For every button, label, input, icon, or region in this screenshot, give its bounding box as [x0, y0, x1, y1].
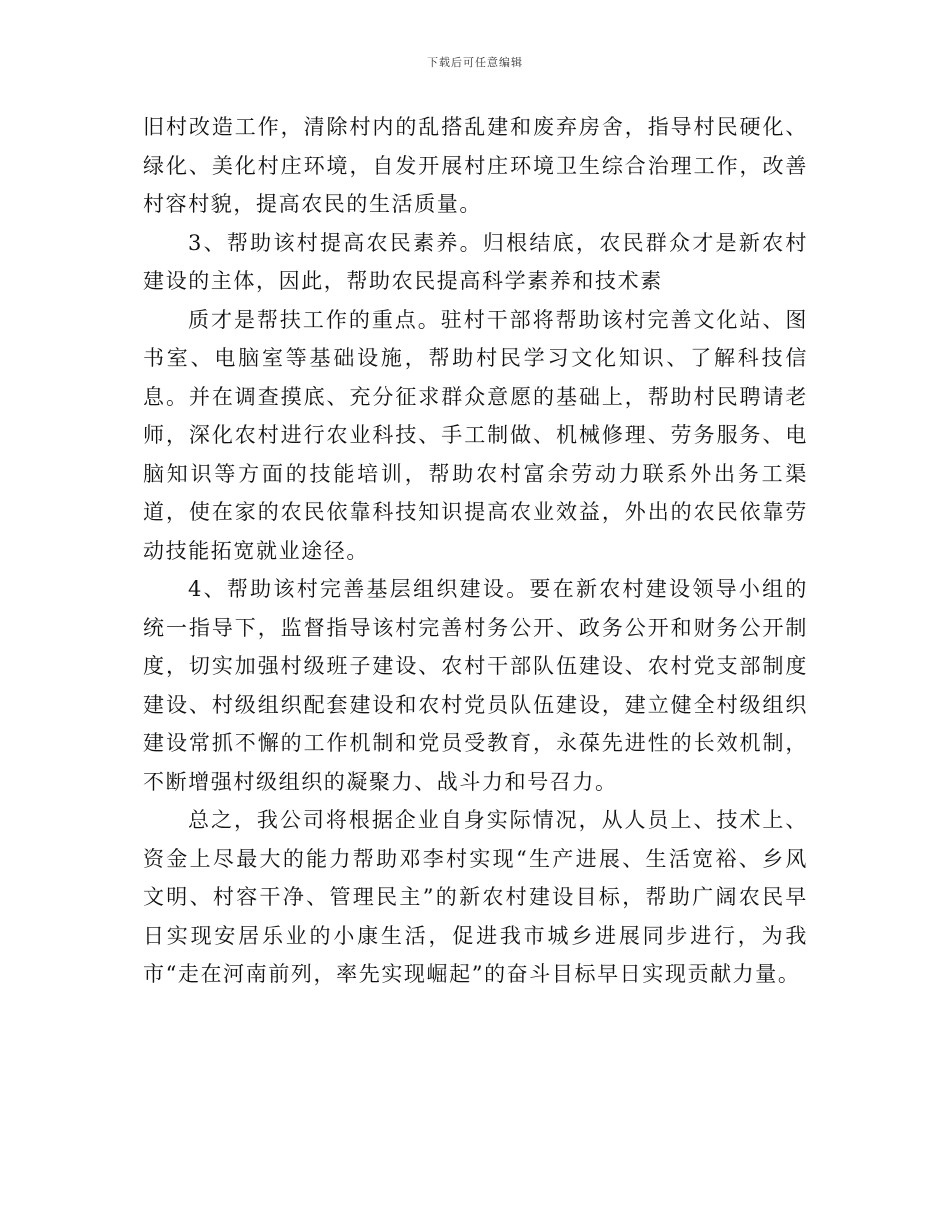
paragraph-item-4: 4、帮助该村完善基层组织建设。要在新农村建设领导小组的统一指导下，监督指导该村完善村务公开、政务公开和财务公开制度，切实加强村级班子建设、农村干部队伍建设、农村党支部制度建设、村级组织配套建设和农村党员队伍建设，建立健全村级组织建设常抓不懈的工作机制和党员受教育，永葆先进性的长效机制，不断增强村级组织的凝聚力、战斗力和号召力。	[143, 577, 808, 794]
paragraph-item-3: 3、帮助该村提高农民素养。归根结底，农民群众才是新农村建设的主体，因此，帮助农民提高科学素养和技术素	[143, 230, 808, 293]
paragraph-conclusion: 总之，我公司将根据企业自身实际情况，从人员上、技术上、资金上尽最大的能力帮助邓李村实现“生产进展、生活宽裕、乡风文明、村容干净、管理民主”的新农村建设目标，帮助广阔农民早日实现安居乐业的小康生活，促进我市城乡进展同步进行，为我市“走在河南前列，率先实现崛起”的奋斗目标早日实现贡献力量。	[143, 808, 808, 986]
paragraph-continuation: 旧村改造工作，清除村内的乱搭乱建和废弃房舍，指导村民硬化、绿化、美化村庄环境，自发开展村庄环境卫生综合治理工作，改善村容村貌，提高农民的生活质量。	[143, 115, 808, 216]
document-body	[143, 108, 808, 994]
page-header: 下载后可任意编辑	[427, 56, 523, 69]
paragraph-item-3-continued: 质才是帮扶工作的重点。驻村干部将帮助该村完善文化站、图书室、电脑室等基础设施，帮助村民学习文化知识、了解科技信息。并在调查摸底、充分征求群众意愿的基础上，帮助村民聘请老师，深化农村进行农业科技、手工制做、机械修理、劳务服务、电脑知识等方面的技能培训，帮助农村富余劳动力联系外出务工渠道，使在家的农民依靠科技知识提高农业效益，外出的农民依靠劳动技能拓宽就业途径。	[143, 307, 808, 563]
